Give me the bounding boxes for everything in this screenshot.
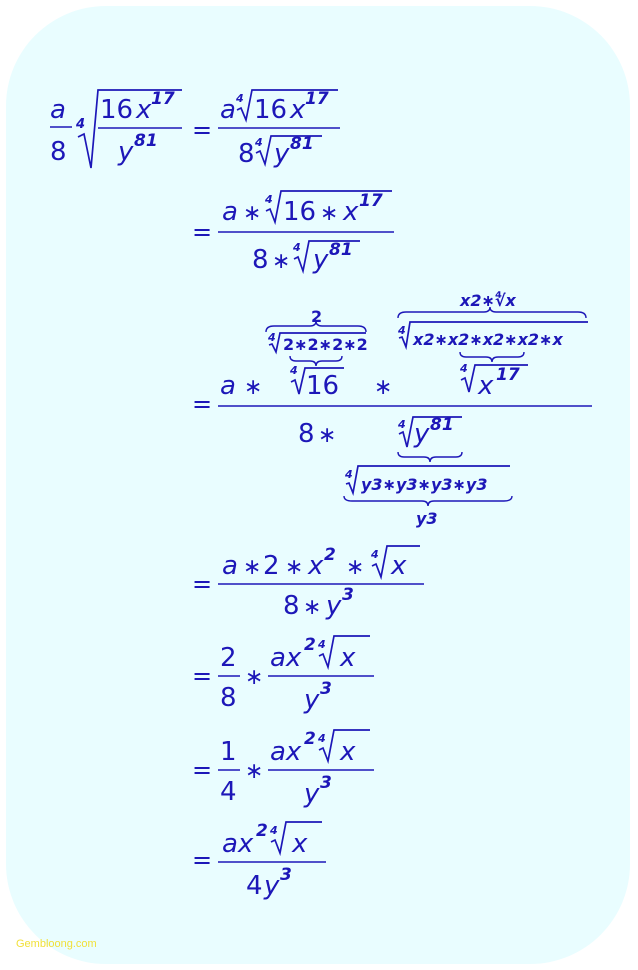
root-index: 4: [270, 824, 278, 837]
line-4: [192, 545, 424, 621]
exp-3: 3: [280, 865, 292, 885]
exp-17: 17: [359, 191, 383, 211]
var-y: y: [118, 137, 134, 167]
line-6: [192, 729, 374, 809]
annotation-y-chunks: y3∗y3∗y3∗y3: [361, 475, 488, 494]
times-sign: ∗: [320, 201, 339, 226]
exp-81: 81: [329, 240, 353, 260]
exp-81: 81: [430, 415, 454, 435]
exp-2: 2: [324, 545, 336, 565]
var-a: a: [50, 95, 66, 125]
line-2: [192, 191, 394, 275]
times-sign: ∗: [245, 665, 264, 690]
exp-3: 3: [320, 679, 332, 699]
var-y: y: [304, 779, 320, 809]
root-index: 4: [293, 241, 301, 254]
var-y: y: [313, 245, 329, 275]
num-16: 16: [254, 95, 288, 125]
root-index: 4: [318, 638, 326, 651]
num-8: 8: [220, 683, 237, 713]
var-a: a: [220, 371, 236, 401]
num-8: 8: [283, 591, 300, 621]
times-sign: ∗: [243, 555, 262, 580]
line-1-rhs: [192, 89, 340, 169]
var-x: x: [292, 829, 308, 859]
var-y: y: [304, 685, 320, 715]
equals-sign: =: [192, 662, 213, 690]
times-sign: ∗: [318, 423, 337, 448]
var-a: a: [222, 197, 238, 227]
var-x: x: [478, 371, 494, 401]
var-a: a: [220, 95, 236, 125]
root-index: 4: [398, 418, 406, 431]
var-y: y: [264, 871, 280, 901]
root-index: 4: [460, 362, 468, 375]
brace-over: [266, 321, 366, 332]
root-index: 4: [398, 324, 406, 337]
equals-sign: =: [192, 390, 213, 418]
watermark-text: Gembloong.com: [16, 938, 97, 950]
line-5: [192, 635, 374, 715]
annotation-y-result: y3: [416, 509, 438, 528]
annotation-x-chunks: x2∗x2∗x2∗x2∗x: [413, 330, 563, 349]
line-7: [192, 821, 326, 901]
equals-sign: =: [192, 116, 213, 144]
line-3: [192, 291, 592, 528]
annotation-x-result: x2∗∜x: [460, 291, 516, 310]
equals-sign: =: [192, 846, 213, 874]
var-ax: ax: [222, 829, 254, 859]
times-sign: ∗: [285, 555, 304, 580]
num-16: 16: [100, 95, 134, 125]
var-x: x: [308, 551, 324, 581]
num-4: 4: [246, 871, 263, 901]
var-y: y: [414, 419, 430, 449]
exp-17: 17: [496, 365, 520, 385]
annotation-two-product: 2∗2∗2∗2: [283, 335, 368, 354]
var-x: x: [340, 737, 356, 767]
brace-under: [344, 496, 512, 506]
var-x: x: [340, 643, 356, 673]
annotation-two: 2: [311, 307, 323, 326]
root-index: 4: [76, 117, 86, 132]
times-sign: ∗: [374, 375, 393, 400]
num-8: 8: [50, 137, 67, 167]
brace-under: [398, 452, 462, 462]
var-y: y: [326, 591, 342, 621]
var-a: a: [222, 551, 238, 581]
root-index: 4: [371, 548, 379, 561]
brace-under: [460, 352, 524, 362]
var-x: x: [391, 551, 407, 581]
exp-3: 3: [342, 585, 354, 605]
var-ax: ax: [270, 643, 302, 673]
var-ax: ax: [270, 737, 302, 767]
num-8: 8: [298, 419, 315, 449]
root-index: 4: [255, 136, 263, 149]
root-index: 4: [290, 364, 298, 377]
var-x: x: [290, 95, 306, 125]
exp-17: 17: [151, 89, 175, 109]
equals-sign: =: [192, 756, 213, 784]
root-index: 4: [265, 193, 273, 206]
times-sign: ∗: [245, 759, 264, 784]
num-16: 16: [283, 197, 317, 227]
exp-81: 81: [134, 131, 158, 151]
brace-under: [290, 356, 342, 366]
num-2: 2: [263, 551, 280, 581]
times-sign: ∗: [346, 555, 365, 580]
exp-81: 81: [290, 134, 314, 154]
equals-sign: =: [192, 218, 213, 246]
var-y: y: [274, 139, 290, 169]
num-4: 4: [220, 777, 237, 807]
exp-3: 3: [320, 773, 332, 793]
line-1-lhs: [50, 89, 182, 168]
times-sign: ∗: [303, 595, 322, 620]
num-1: 1: [220, 737, 237, 767]
num-8: 8: [252, 245, 269, 275]
var-x: x: [343, 197, 359, 227]
exp-17: 17: [305, 89, 329, 109]
equals-sign: =: [192, 570, 213, 598]
exp-2: 2: [304, 729, 316, 749]
num-16: 16: [306, 371, 340, 401]
var-x: x: [136, 95, 152, 125]
times-sign: ∗: [243, 201, 262, 226]
num-2: 2: [220, 643, 237, 673]
root-index: 4: [318, 732, 326, 745]
num-8: 8: [238, 139, 255, 169]
root-index: 4: [236, 92, 244, 105]
times-sign: ∗: [272, 249, 291, 274]
exp-2: 2: [304, 635, 316, 655]
times-sign: ∗: [244, 375, 263, 400]
root-index: 4: [268, 331, 276, 344]
root-index: 4: [345, 468, 353, 481]
exp-2: 2: [256, 821, 268, 841]
